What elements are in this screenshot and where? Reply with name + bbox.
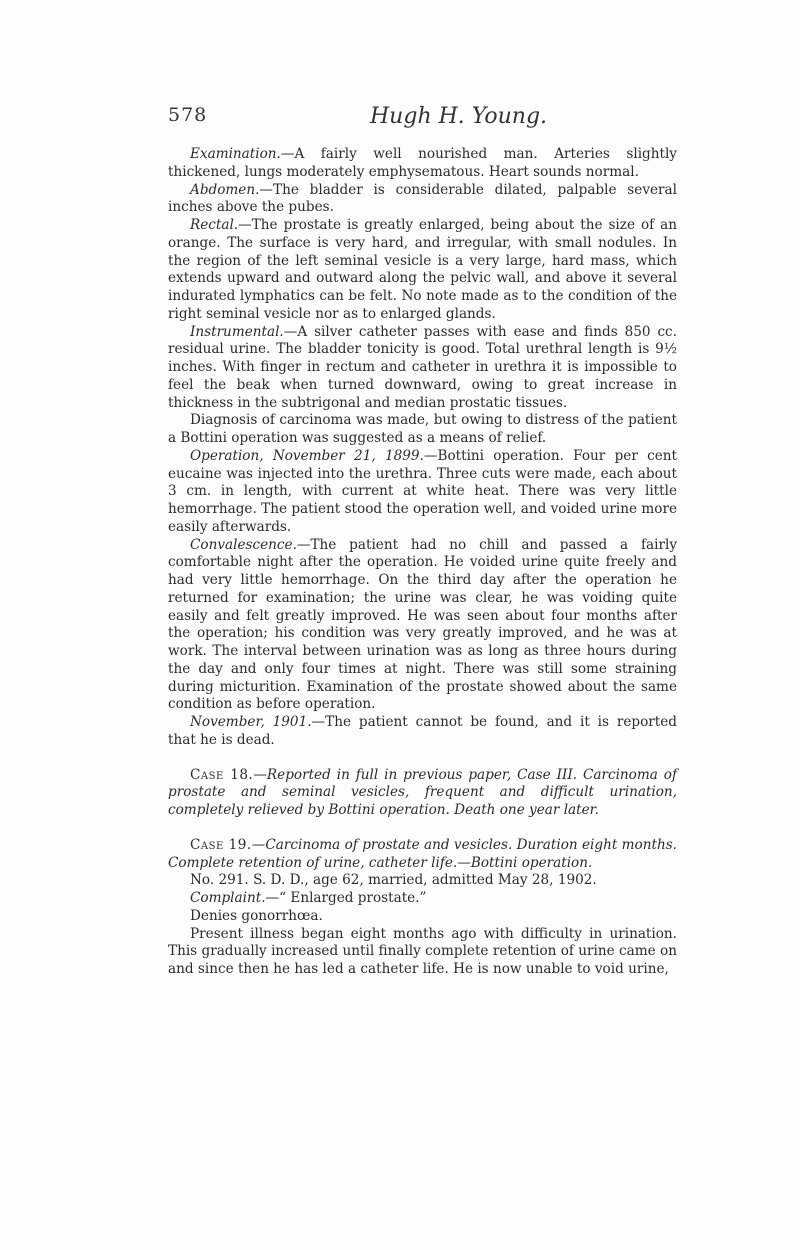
lead-in: Convalescence. (190, 536, 297, 553)
page-number: 578 (168, 104, 208, 126)
lead-in: November, 1901. (190, 714, 312, 730)
paragraph-rectal (168, 217, 677, 324)
paragraph-text: —The patient cannot be found, and it is reported that he is dead. (168, 714, 677, 748)
paragraph-text: —“ Enlarged prostate.” (265, 890, 427, 906)
case-dash: — (253, 766, 267, 783)
case-title: Reported in full in previous paper, Case III. Carcinoma of prostate and seminal vesicles, frequent and difficult urination, completely relieved by Bottini operation. Death one year later. (168, 766, 677, 818)
paragraph-followup (168, 714, 677, 750)
lead-in: Instrumental. (190, 323, 284, 340)
running-head: Hugh H. Young. (370, 104, 548, 129)
paragraph-text: —The bladder is considerable dilated, palpable several inches above the pubes. (168, 181, 677, 216)
lead-in: Examination. (190, 146, 281, 162)
paragraph-admission (168, 872, 677, 890)
lead-in: Abdomen. (190, 181, 260, 198)
paragraph-diagnosis (168, 412, 677, 448)
paragraph-operation (168, 448, 677, 537)
lead-in: Operation, November 21, 1899. (190, 447, 424, 464)
case-dash: — (251, 836, 266, 853)
paragraph-convalescence (168, 537, 677, 715)
paragraph-text: —Bottini operation. Four per cent eucaine was injected into the urethra. Three cuts were made, each about 3 cm. in length, with current at white heat. There was very little hemorrhage. The patient stood the operation well, and voided urine more easily afterwards. (168, 447, 677, 535)
paragraph-complaint (168, 890, 677, 908)
lead-in: Rectal. (190, 217, 239, 233)
case-label: Case 19. (190, 836, 252, 853)
case-title: Carcinoma of prostate and vesicles. Duration eight months. Complete retention of urine, catheter life.—Bottini operation. (168, 836, 678, 871)
paragraph-present-illness (168, 926, 677, 979)
paragraph-examination (168, 146, 677, 182)
paragraph-text: —The patient had no chill and passed a fairly comfortable night after the operation. He voided urine quite freely and had very little hemorrhage. On the third day after the operation he returned for examination; the urine was clear, he was voiding quite easily and felt greatly improved. He was seen about four months after the operation; his condition was very greatly improved, and he was at work. The interval between urination was as long as three hours during the day and only four times at night. There was still some straining during micturition. Examination of the prostate showed about the same condition as before operation. (168, 536, 677, 713)
paragraph-text: —A silver catheter passes with ease and finds 850 cc. residual urine. The bladder tonicity is good. Total urethral length is 9½ inches. With finger in rectum and catheter in urethra it is impossible to feel the beak when turned downward, owing to great increase in thickness in the subtrigonal and median prostatic tissues. (168, 323, 677, 411)
case-label: Case 18. (190, 766, 254, 783)
case-18-heading (168, 767, 677, 820)
lead-in: Complaint. (190, 890, 266, 906)
paragraph-text: Diagnosis of carcinoma was made, but owing to distress of the patient a Bottini operation was suggested as a means of relief. (168, 412, 677, 446)
paragraph-abdomen (168, 182, 677, 218)
paragraph-text: —The prostate is greatly enlarged, being about the size of an orange. The surface is very hard, and irregular, with small nodules. In the region of the left seminal vesicle is a very large, hard mass, which extends upward and outward along the pelvic wall, and above it several indurated lymphatics can be felt. No note made as to the condition of the right seminal vesicle nor as to enlarged glands. (168, 217, 677, 322)
case-19-heading (168, 837, 677, 873)
body-text (168, 146, 677, 979)
paragraph-text: Present illness began eight months ago with difficulty in urination. This gradually increased until finally complete retention of urine came on and since then he has led a catheter life. He is now unable to void urine, (168, 925, 677, 977)
paragraph-text: No. 291. S. D. D., age 62, married, admitted May 28, 1902. (190, 872, 597, 889)
page-header (0, 104, 800, 134)
paragraph-history (168, 908, 677, 926)
paragraph-text: Denies gonorrhœa. (190, 907, 323, 924)
paragraph-text: —A fairly well nourished man. Arteries slightly thickened, lungs moderately emphysematous. Heart sounds normal. (168, 146, 677, 180)
paragraph-instrumental (168, 324, 677, 413)
